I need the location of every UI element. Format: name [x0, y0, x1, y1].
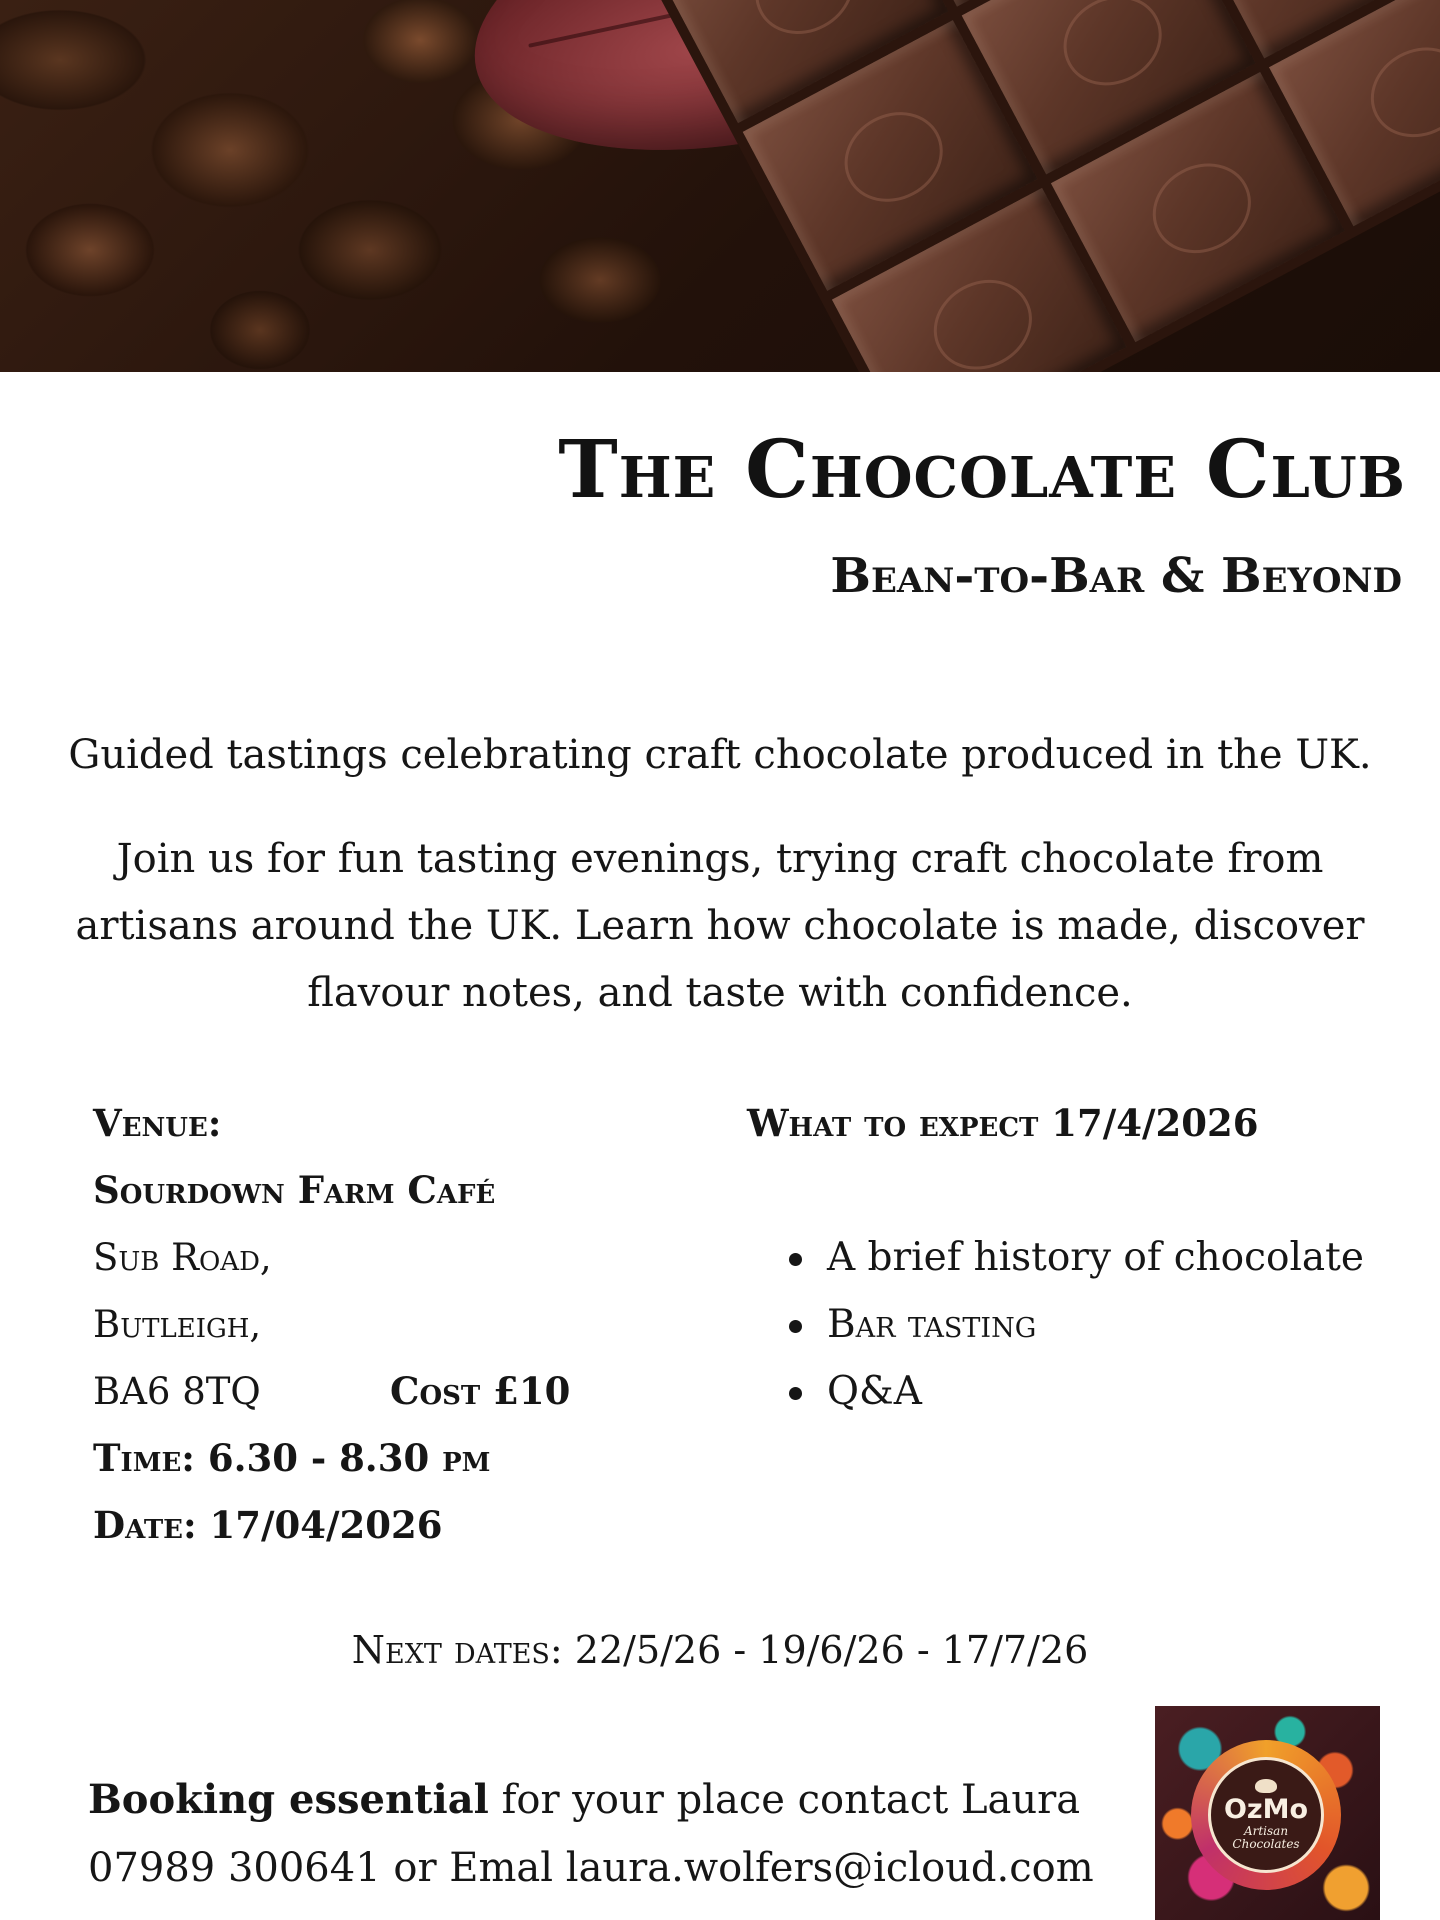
logo-subtitle-1: Artisan	[1243, 1824, 1289, 1838]
ozmo-logo	[1155, 1706, 1380, 1920]
event-date: Date: 17/04/2026	[93, 1503, 443, 1547]
booking-essential: Booking essential	[88, 1776, 489, 1823]
expect-list	[747, 1224, 1407, 1425]
next-dates: Next dates: 22/5/26 - 19/6/26 - 17/7/26	[351, 1628, 1089, 1672]
page-subtitle: Bean-to-Bar & Beyond	[830, 548, 1402, 604]
venue-name: Sourdown Farm Café	[93, 1168, 496, 1212]
venue-label: Venue:	[93, 1101, 222, 1145]
logo-name: OzMo	[1223, 1794, 1309, 1825]
venue-postcode: BA6 8TQ	[93, 1370, 261, 1413]
event-cost: Cost £10	[390, 1369, 571, 1413]
page-title: The Chocolate Club	[558, 422, 1406, 516]
list-item: Bar tasting	[747, 1291, 1407, 1358]
intro-paragraph: Join us for fun tasting evenings, trying craft chocolate from artisans around the UK. Learn how chocolate is made, discover flavour notes, and taste with confidence.	[75, 836, 1365, 1016]
booking-info	[88, 1766, 1128, 1902]
heart-icon	[1255, 1779, 1277, 1793]
event-time: Time: 6.30 - 8.30 pm	[93, 1436, 491, 1480]
venue-road: Sub Road,	[93, 1236, 272, 1279]
hero-photo	[0, 0, 1440, 372]
list-item: Q&A	[747, 1358, 1407, 1425]
logo-subtitle-2: Chocolates	[1232, 1837, 1300, 1851]
chocolate-bar	[640, 0, 1440, 372]
what-to-expect	[747, 1090, 1407, 1425]
venue-postcode-row	[93, 1358, 653, 1425]
logo-badge	[1208, 1757, 1324, 1873]
venue-town: Butleigh,	[93, 1303, 262, 1346]
expect-heading: What to expect 17/4/2026	[747, 1101, 1259, 1145]
booking-contact: for your place contact Laura 07989 300641 or Emal laura.wolfers@icloud.com	[88, 1777, 1094, 1891]
list-item: A brief history of chocolate	[747, 1224, 1407, 1291]
logo-ring	[1191, 1740, 1341, 1890]
venue-details	[93, 1090, 653, 1559]
tagline: Guided tastings celebrating craft chocolate produced in the UK.	[68, 732, 1372, 778]
